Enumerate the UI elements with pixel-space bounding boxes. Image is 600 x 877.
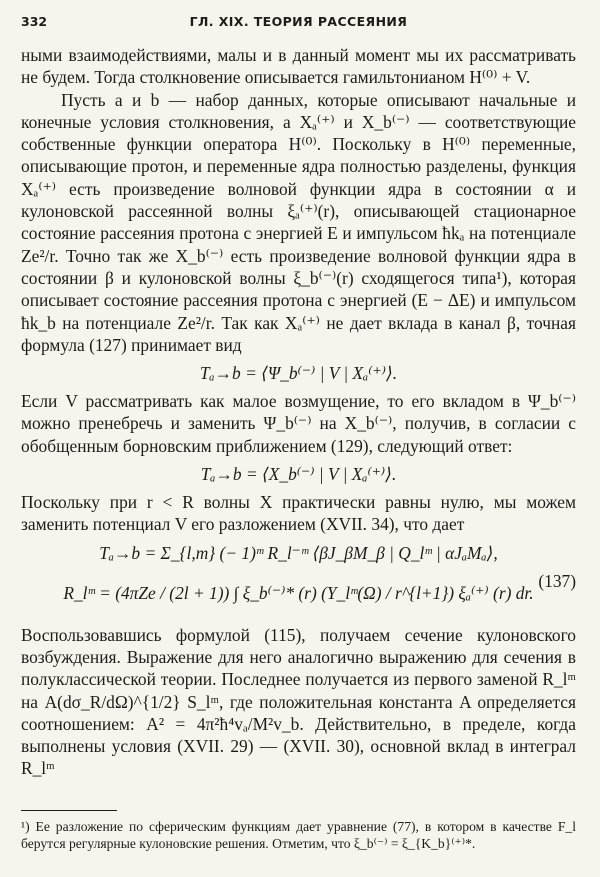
- footnote-rule: [21, 810, 117, 811]
- equation-137-line-2: R_lᵐ = (4πZe / (2l + 1)) ∫ ξ_b⁽⁻⁾* (r) (Y_lᵐ(Ω) / r^{l+1}) ξₐ⁽⁺⁾ (r) dr.: [63, 582, 534, 603]
- equation-number: (137): [538, 570, 576, 591]
- paragraph-2: Пусть a и b — набор данных, которые описывают начальные и конечные условия столкновения, а Xₐ⁽⁺⁾ и X_b⁽⁻⁾ — соответствующие собственные функции оператора H⁽⁰⁾. Поскольку в H⁽⁰⁾ переменные, описывающие протон, и переменные ядра полностью разделены, функция Xₐ⁽⁺⁾ есть произведение волновой функции ядра в состоянии α и кулоновской рассеянной волны ξₐ⁽⁺⁾(r), описывающей стационарное состояние рассеяния протона с энергией E и импульсом ħkₐ на потенциале Ze²/r. Точно так же X_b⁽⁻⁾ есть произведение волновой функции ядра в состоянии β и кулоновской волны ξ_b⁽⁻⁾(r) сходящегося типа¹), которая описывает состояние рассеяния протона с энергией (E − ΔE) и импульсом ħk_b на потенциале Ze²/r. Так как Xₐ⁽⁺⁾ не дает вклада в канал β, точная формула (127) принимает вид: [21, 89, 576, 355]
- running-title: ГЛ. XIX. ТЕОРИЯ РАССЕЯНИЯ: [189, 14, 408, 29]
- equation-137: [21, 536, 576, 624]
- page-number: 332: [21, 14, 48, 29]
- paragraph-3: Если V рассматривать как малое возмущение, то его вкладом в Ψ_b⁽⁻⁾ можно пренебречь и заменить Ψ_b⁽⁻⁾ на X_b⁽⁻⁾, получив, в согласии с обобщенным борновским приближением (129), следующий ответ:: [21, 391, 576, 456]
- paragraph-5: Воспользовавшись формулой (115), получаем сечение кулоновского возбуждения. Выражение для него аналогично выражению для сечения в полуклассической теории. Последнее получается из первого заменой R_lᵐ на A(dσ_R/dΩ)^{1/2} S_lᵐ, где положительная константа A определяется соотношением: A² = 4π²ħ⁴vₐ/M²v_b. Действительно, в пределе, когда выполнены условия (XVII. 29) — (XVII. 30), основной вклад в интеграл R_lᵐ: [21, 624, 576, 779]
- main-text: [21, 44, 576, 780]
- paragraph-4: Поскольку при r < R волны X практически равны нулю, мы можем заменить потенциал V его разложением (XVII. 34), что дает: [21, 492, 576, 535]
- formula-exact-t-matrix: Tₐ→b = ⟨Ψ_b⁽⁻⁾ | V | Xₐ⁽⁺⁾⟩.: [199, 363, 398, 384]
- formula-born-t-matrix: Tₐ→b = ⟨X_b⁽⁻⁾ | V | Xₐ⁽⁺⁾⟩.: [200, 464, 397, 485]
- paragraph-1: ными взаимодействиями, малы и в данный момент мы их рассматривать не будем. Тогда столкновение описывается гамильтонианом H⁽⁰⁾ + V.: [21, 45, 576, 88]
- footnote: ¹) Ее разложение по сферическим функциям дает уравнение (77), в котором в качестве F_l берутся регулярные кулоновские решения. Отметим, что ξ_b⁽⁻⁾ = ξ_{K_b}⁽⁺⁾*.: [21, 819, 576, 851]
- page-header: [21, 14, 576, 36]
- equation-137-line-1: Tₐ→b = Σ_{l,m} (− 1)ᵐ R_l⁻ᵐ ⟨βJ_βM_β | Q_lᵐ | αJₐMₐ⟩,: [99, 542, 498, 563]
